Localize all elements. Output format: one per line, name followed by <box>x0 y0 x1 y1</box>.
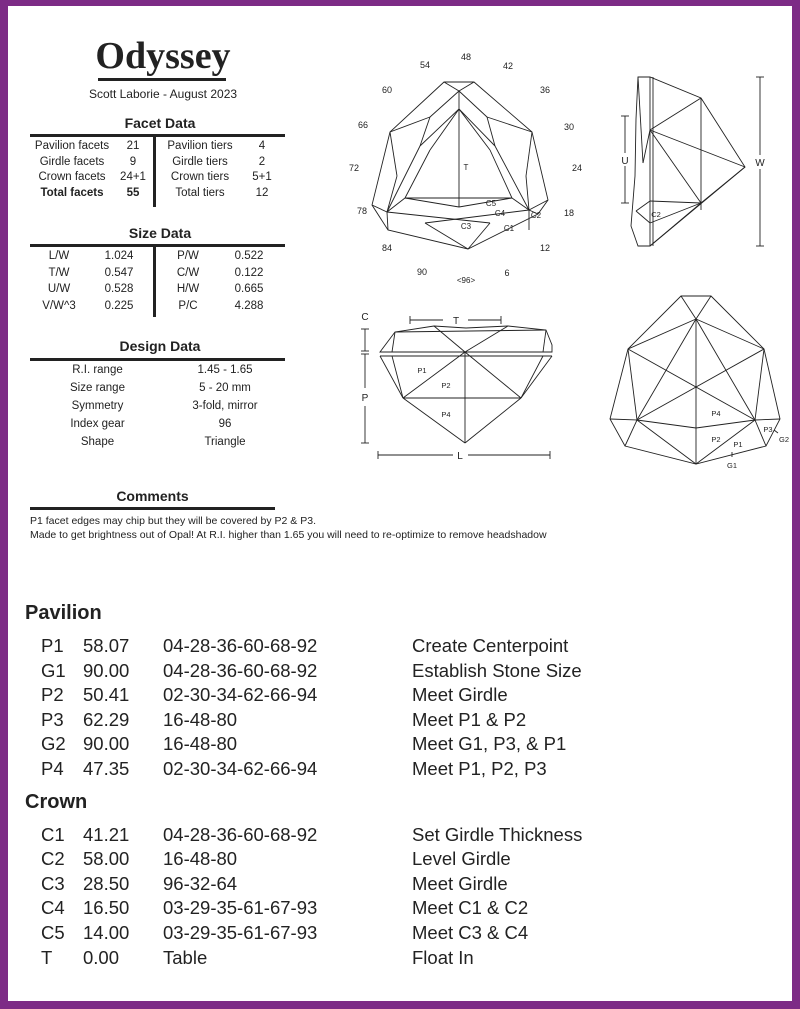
size-ratio-value: 1.024 <box>104 250 134 262</box>
comments-rule <box>30 507 275 510</box>
facet-data-divider <box>153 137 156 207</box>
facet-stat-row <box>30 186 152 202</box>
facet-step-row <box>33 945 773 970</box>
designer-date: Scott Laborie - August 2023 <box>88 87 238 101</box>
design-param-value: 5 - 20 mm <box>199 382 251 394</box>
facet-name: C2 <box>41 848 65 870</box>
facet-name: C4 <box>41 897 65 919</box>
facet-instruction: Meet P1 & P2 <box>412 708 527 730</box>
facet-stat-row <box>30 155 152 171</box>
facet-label: P2 <box>441 381 451 390</box>
size-ratio-label: L/W <box>48 250 70 262</box>
size-ratio-label: P/C <box>178 299 198 312</box>
design-param-value: 3-fold, mirror <box>192 400 258 412</box>
facet-label: C2 <box>651 210 661 219</box>
facet-label: T <box>463 163 469 172</box>
facet-angle: 28.50 <box>83 872 130 894</box>
comments-heading: Comments <box>116 488 189 504</box>
facet-data-heading: Facet Data <box>124 115 196 131</box>
facet-stat-value: 2 <box>258 155 266 168</box>
index-label: 78 <box>356 206 368 216</box>
index-label: 54 <box>419 60 431 70</box>
facet-angle: 90.00 <box>83 659 130 681</box>
facet-stat-row <box>158 170 283 186</box>
facet-angle: 58.00 <box>83 848 130 870</box>
index-label: 60 <box>381 85 393 95</box>
design-param-label: Index gear <box>70 418 125 430</box>
index-label: 30 <box>563 122 575 132</box>
facet-instruction: Meet P1, P2, P3 <box>412 758 547 779</box>
comment-line-2: Made to get brightness out of Opal! At R.I. higher than 1.65 you will need to re-optimize to remove headshadow <box>30 529 547 541</box>
design-param-value: 1.45 - 1.65 <box>197 364 253 376</box>
facet-name: C3 <box>41 872 65 894</box>
facet-angle: 16.50 <box>83 897 130 919</box>
facet-stat-label: Girdle tiers <box>172 155 228 168</box>
size-ratio-row <box>30 282 152 299</box>
size-ratio-row <box>30 266 152 283</box>
facet-name: P3 <box>41 708 64 730</box>
size-ratio-label: H/W <box>176 283 200 295</box>
dimension-label-p: P <box>361 393 369 404</box>
facet-step-row <box>33 731 773 756</box>
profile-view-diagram <box>348 302 588 472</box>
index-label: 66 <box>357 120 369 130</box>
design-param-row <box>30 435 285 453</box>
dimension-label-u: U <box>621 156 629 167</box>
facet-stat-label: Total facets <box>40 186 104 199</box>
size-ratio-row <box>158 249 283 266</box>
facet-name: C5 <box>41 922 65 943</box>
size-ratio-value: 0.122 <box>234 266 264 279</box>
size-ratio-row <box>158 299 283 316</box>
index-label: 12 <box>539 243 551 253</box>
facet-index: 04-28-36-60-68-92 <box>163 635 318 656</box>
facet-stat-row <box>30 139 152 155</box>
facet-step-row <box>33 682 773 707</box>
facet-stat-value: 55 <box>126 186 140 199</box>
facet-label: P4 <box>441 410 451 419</box>
size-data-rule <box>30 244 285 247</box>
size-ratio-value: 0.522 <box>234 250 264 262</box>
design-param-label: Symmetry <box>71 400 124 412</box>
size-ratio-value: 0.225 <box>104 299 134 312</box>
facet-angle: 14.00 <box>83 922 130 943</box>
facet-angle: 41.21 <box>83 823 130 845</box>
facet-instruction: Meet C1 & C2 <box>412 897 529 919</box>
design-param-value: 96 <box>218 418 232 430</box>
facet-name: G2 <box>41 733 66 755</box>
facet-label: P3 <box>763 425 773 434</box>
facet-stat-label: Pavilion facets <box>34 140 110 152</box>
index-label: 6 <box>504 268 510 278</box>
facet-label: P2 <box>711 435 721 444</box>
facet-label: C5 <box>485 199 497 208</box>
facet-index: 16-48-80 <box>163 733 238 755</box>
size-ratio-value: 4.288 <box>234 299 264 312</box>
size-ratio-label: C/W <box>176 266 200 279</box>
size-ratio-label: P/W <box>177 250 199 262</box>
facet-label: C2 <box>530 211 542 220</box>
facet-index: 16-48-80 <box>163 708 238 730</box>
facet-data-rule <box>30 134 285 137</box>
design-param-label: Size range <box>70 382 125 394</box>
facet-index: Table <box>163 946 208 968</box>
pavilion-facet-lines <box>610 296 780 464</box>
facet-instruction: Meet Girdle <box>412 872 508 894</box>
facet-index: 16-48-80 <box>163 848 238 870</box>
facet-stat-value: 9 <box>129 155 137 168</box>
facet-stat-label: Pavilion tiers <box>167 140 233 152</box>
size-ratio-label: T/W <box>48 266 70 279</box>
index-label: 48 <box>460 52 472 62</box>
size-ratio-value: 0.665 <box>234 283 264 295</box>
cutting-sequence <box>8 602 792 992</box>
design-param-label: R.I. range <box>72 364 123 376</box>
section-heading-crown: Crown <box>25 790 88 813</box>
facet-angle: 62.29 <box>83 708 130 730</box>
index-label: 18 <box>563 208 575 218</box>
comment-line-1: P1 facet edges may chip but they will be covered by P2 & P3. <box>30 515 316 527</box>
index-label: 90 <box>416 267 428 277</box>
size-ratio-row <box>30 249 152 266</box>
design-param-row <box>30 399 285 417</box>
facet-angle: 90.00 <box>83 733 130 755</box>
facet-step-row <box>33 756 773 781</box>
profile-facet-lines <box>380 326 552 443</box>
facet-label: P1 <box>417 366 427 375</box>
facet-angle: 58.07 <box>83 635 130 656</box>
facet-index: 02-30-34-62-66-94 <box>163 758 318 779</box>
side-facet-lines <box>631 77 745 246</box>
facet-label: C3 <box>460 222 472 231</box>
facet-stat-row <box>30 170 152 186</box>
facet-instruction: Meet C3 & C4 <box>412 922 529 943</box>
facet-name: C1 <box>41 823 65 845</box>
facet-label: P1 <box>733 440 743 449</box>
design-param-value: Triangle <box>204 436 246 448</box>
design-data-heading: Design Data <box>119 338 201 354</box>
facet-index: 03-29-35-61-67-93 <box>163 897 318 919</box>
facet-label: G1 <box>726 461 738 470</box>
facet-label: P4 <box>711 409 721 418</box>
pavilion-facet-labels <box>711 409 789 470</box>
facet-name: P2 <box>41 684 64 706</box>
size-ratio-value: 0.528 <box>104 283 134 295</box>
facet-index: 03-29-35-61-67-93 <box>163 922 318 943</box>
facet-instruction: Float In <box>412 946 474 968</box>
side-view-diagram <box>598 46 788 266</box>
facet-instruction: Level Girdle <box>412 848 511 870</box>
facet-step-row <box>33 822 773 847</box>
size-ratio-row <box>158 266 283 283</box>
facet-name: P1 <box>41 635 64 656</box>
facet-index: 04-28-36-60-68-92 <box>163 823 318 845</box>
title-underline <box>98 78 226 81</box>
design-param-label: Shape <box>80 436 115 448</box>
facet-step-row <box>33 846 773 871</box>
dimension-lines <box>361 316 550 459</box>
size-data-heading: Size Data <box>128 225 192 241</box>
crown-top-view-diagram <box>330 40 600 290</box>
facet-index: 96-32-64 <box>163 872 238 894</box>
facet-stat-label: Crown facets <box>38 171 106 183</box>
facet-stat-row <box>158 186 283 202</box>
facet-step-row <box>33 633 773 658</box>
facet-stat-value: 21 <box>126 140 140 152</box>
size-ratio-value: 0.547 <box>104 266 134 279</box>
facet-instruction: Meet G1, P3, & P1 <box>412 733 567 755</box>
facet-stat-label: Girdle facets <box>39 155 105 168</box>
dimension-label-l: L <box>457 451 463 462</box>
size-ratio-label: V/W^3 <box>42 299 76 312</box>
facet-index: 02-30-34-62-66-94 <box>163 684 318 706</box>
design-param-row <box>30 381 285 399</box>
dimension-label-w: W <box>755 158 765 169</box>
facet-step-row <box>33 707 773 732</box>
facet-instruction: Meet Girdle <box>412 684 508 706</box>
facet-instruction: Set Girdle Thickness <box>412 823 583 845</box>
facet-instruction: Establish Stone Size <box>412 659 582 681</box>
size-data-divider <box>153 247 156 317</box>
facet-name: T <box>41 946 53 968</box>
facet-angle: 47.35 <box>83 758 130 779</box>
facet-label: C1 <box>503 224 515 233</box>
facet-stat-label: Total tiers <box>175 186 225 199</box>
section-heading-pavilion: Pavilion <box>25 602 102 624</box>
facet-angle: 50.41 <box>83 684 130 706</box>
index-label-reference: <96> <box>456 276 476 285</box>
facet-stat-row <box>158 155 283 171</box>
design-param-row <box>30 417 285 435</box>
facet-index: 04-28-36-60-68-92 <box>163 659 318 681</box>
facet-step-row <box>33 658 773 683</box>
facet-stat-value: 5+1 <box>252 171 272 183</box>
facet-name: G1 <box>41 659 66 681</box>
facet-stat-label: Crown tiers <box>170 171 230 183</box>
index-label: 24 <box>571 163 583 173</box>
pavilion-bottom-view-diagram <box>598 286 793 486</box>
facet-label: G2 <box>778 435 790 444</box>
design-title: Odyssey <box>95 35 231 77</box>
facet-stat-row <box>158 139 283 155</box>
design-param-row <box>30 363 285 381</box>
facet-stat-value: 24+1 <box>120 171 146 183</box>
facet-step-row <box>33 871 773 896</box>
size-ratio-row <box>30 299 152 316</box>
facet-angle: 0.00 <box>83 946 120 968</box>
facet-step-row <box>33 895 773 920</box>
index-label: 84 <box>381 243 393 253</box>
dimension-label-t: T <box>452 316 460 327</box>
facet-label: C4 <box>494 209 506 218</box>
facet-step-row <box>33 920 773 945</box>
dimension-label-c: C <box>361 312 369 323</box>
design-data-rule <box>30 358 285 361</box>
facet-name: P4 <box>41 758 64 779</box>
index-label: 72 <box>348 163 360 173</box>
size-ratio-label: U/W <box>47 283 71 295</box>
facet-stat-value: 12 <box>255 186 269 199</box>
size-ratio-row <box>158 282 283 299</box>
facet-instruction: Create Centerpoint <box>412 635 569 656</box>
index-label: 42 <box>502 61 514 71</box>
index-label: 36 <box>539 85 551 95</box>
facet-stat-value: 4 <box>258 140 266 152</box>
diagram-sheet <box>8 6 792 1001</box>
